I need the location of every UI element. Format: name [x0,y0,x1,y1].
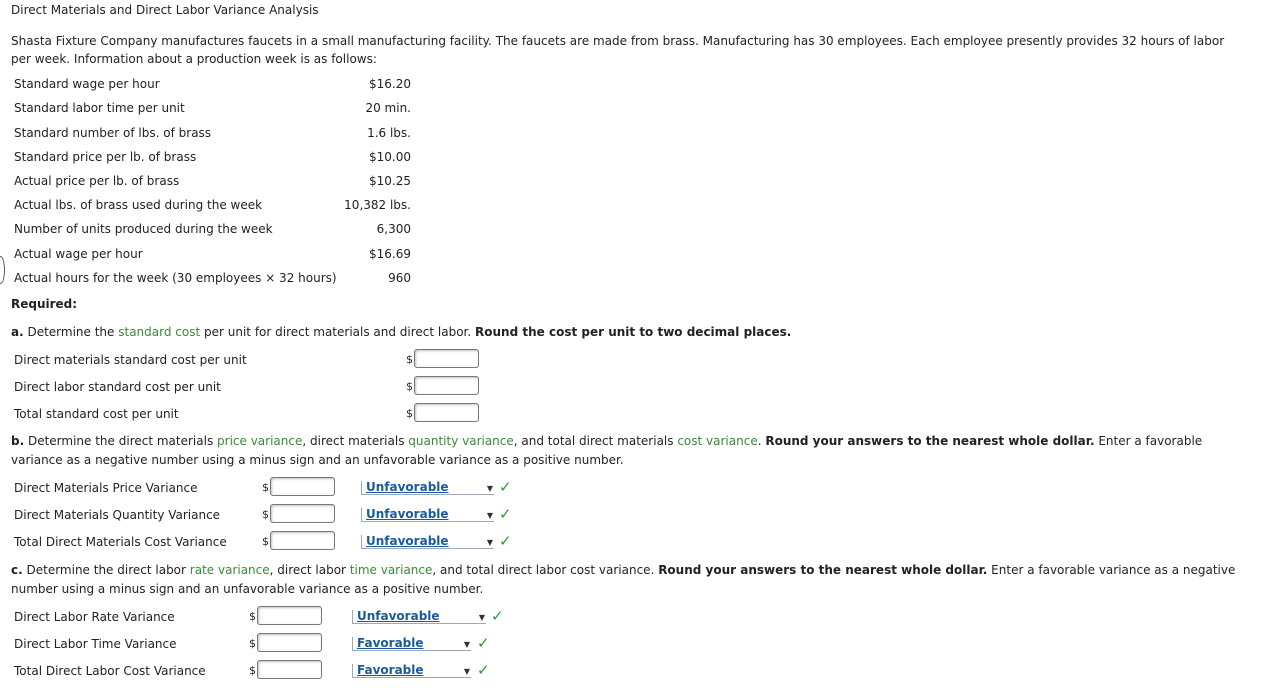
cost-variance-link[interactable]: cost variance [677,434,758,448]
dollar-sign: $ [262,535,269,548]
dl-standard-cost-label: Direct labor standard cost per unit [14,380,221,394]
problem-intro: Shasta Fixture Company manufactures faucets in a small manufacturing facility. The faucets are made from brass. Manufacturing has 30 employees. Each employee presently provides 32 hours of labor per week. Information about a production week is as follows: [11,34,1225,66]
part-b-text: . [757,434,766,448]
part-a-text: per unit for direct materials and direct labor. [200,325,476,339]
total-standard-cost-input[interactable] [414,403,479,422]
part-c-text: Determine the direct labor [22,563,190,577]
part-a-text: Determine the [23,325,119,339]
standard-cost-link[interactable]: standard cost [118,325,201,339]
caret-down-icon: ▼ [486,484,493,493]
time-variance-link[interactable]: time variance [349,563,433,577]
quantity-variance-link[interactable]: quantity variance [408,434,514,448]
caret-down-icon: ▼ [486,538,493,547]
info-label: Standard number of lbs. of brass [14,126,212,140]
dollar-sign: $ [262,508,269,521]
part-b-text: , and total direct materials [513,434,678,448]
info-value: $16.20 [369,77,411,91]
caret-down-icon: ▼ [463,640,470,649]
dl-standard-cost-input[interactable] [414,376,479,395]
info-label: Standard price per lb. of brass [14,150,197,164]
check-icon: ✓ [477,661,490,679]
dollar-sign: $ [406,407,413,420]
part-c-prefix: c. [11,563,23,577]
caret-down-icon: ▼ [463,667,470,676]
dm-price-variance-select[interactable] [361,481,494,495]
info-value: 20 min. [365,101,411,115]
required-heading: Required: [11,297,78,311]
check-icon: ✓ [499,532,512,550]
total-dl-cost-variance-input[interactable] [257,660,322,679]
info-value: 1.6 lbs. [367,126,411,140]
caret-down-icon: ▼ [486,511,493,520]
info-value: $10.25 [369,174,411,188]
part-c-text: Enter a favorable variance as a negative number using a minus sign and an unfavorable variance as a positive number. [11,563,1236,596]
part-b-question [11,432,1256,470]
dm-price-variance-label: Direct Materials Price Variance [14,481,198,495]
price-variance-link[interactable]: price variance [217,434,303,448]
dollar-sign: $ [249,664,256,677]
part-c-text: , direct labor [269,563,350,577]
side-bracket [0,256,5,284]
dollar-sign: $ [406,380,413,393]
part-a-instruction: Round the cost per unit to two decimal places. [475,325,792,339]
dl-rate-variance-label: Direct Labor Rate Variance [14,610,175,624]
total-dm-cost-variance-label: Total Direct Materials Cost Variance [14,535,227,549]
info-label: Actual wage per hour [14,247,143,261]
total-dl-cost-variance-label: Total Direct Labor Cost Variance [14,664,206,678]
total-dm-cost-variance-input[interactable] [270,531,335,550]
part-a-prefix: a. [11,325,24,339]
info-label: Actual hours for the week (30 employees × 32 hours) [14,271,337,285]
dl-time-variance-input[interactable] [257,633,322,652]
dl-rate-variance-input[interactable] [257,606,322,625]
selected-value: Unfavorable [366,534,449,548]
dollar-sign: $ [249,610,256,623]
selected-value: Unfavorable [366,480,449,494]
info-value: 960 [388,271,411,285]
dollar-sign: $ [262,481,269,494]
info-value: 10,382 lbs. [344,198,411,212]
dl-time-variance-label: Direct Labor Time Variance [14,637,177,651]
total-standard-cost-label: Total standard cost per unit [14,407,179,421]
dollar-sign: $ [249,637,256,650]
part-c-instruction: Round your answers to the nearest whole dollar. [658,563,988,577]
part-b-instruction: Round your answers to the nearest whole dollar. [765,434,1095,448]
part-b-text: , direct materials [302,434,409,448]
dl-time-variance-select[interactable] [352,637,471,651]
info-value: 6,300 [376,222,411,236]
part-c-question [11,561,1256,599]
check-icon: ✓ [499,478,512,496]
selected-value: Favorable [357,663,424,677]
check-icon: ✓ [499,505,512,523]
dm-quantity-variance-label: Direct Materials Quantity Variance [14,508,221,522]
dm-price-variance-input[interactable] [270,477,335,496]
total-dl-cost-variance-select[interactable] [352,664,471,678]
check-icon: ✓ [491,607,504,625]
part-c-text: , and total direct labor cost variance. [432,563,659,577]
selected-value: Unfavorable [366,507,449,521]
dl-rate-variance-select[interactable] [352,610,486,624]
dm-quantity-variance-select[interactable] [361,508,494,522]
total-dm-cost-variance-select[interactable] [361,535,494,549]
check-icon: ✓ [477,634,490,652]
info-label: Number of units produced during the week [14,222,273,236]
info-label: Actual lbs. of brass used during the week [14,198,263,212]
caret-down-icon: ▼ [478,613,485,622]
dm-standard-cost-input[interactable] [414,349,479,368]
part-b-text: Determine the direct materials [24,434,218,448]
page-title: Direct Materials and Direct Labor Variance Analysis [11,3,319,17]
part-b-prefix: b. [11,434,25,448]
dm-standard-cost-label: Direct materials standard cost per unit [14,353,247,367]
info-label: Standard wage per hour [14,77,160,91]
info-label: Standard labor time per unit [14,101,185,115]
info-value: $10.00 [369,150,411,164]
info-label: Actual price per lb. of brass [14,174,180,188]
rate-variance-link[interactable]: rate variance [189,563,270,577]
part-b-text: Enter a favorable variance as a negative number using a minus sign and an unfavorable variance as a positive number. [11,434,1203,467]
selected-value: Favorable [357,636,424,650]
part-a-question [11,323,1256,342]
dm-quantity-variance-input[interactable] [270,504,335,523]
dollar-sign: $ [406,353,413,366]
info-value: $16.69 [369,247,411,261]
selected-value: Unfavorable [357,609,440,623]
